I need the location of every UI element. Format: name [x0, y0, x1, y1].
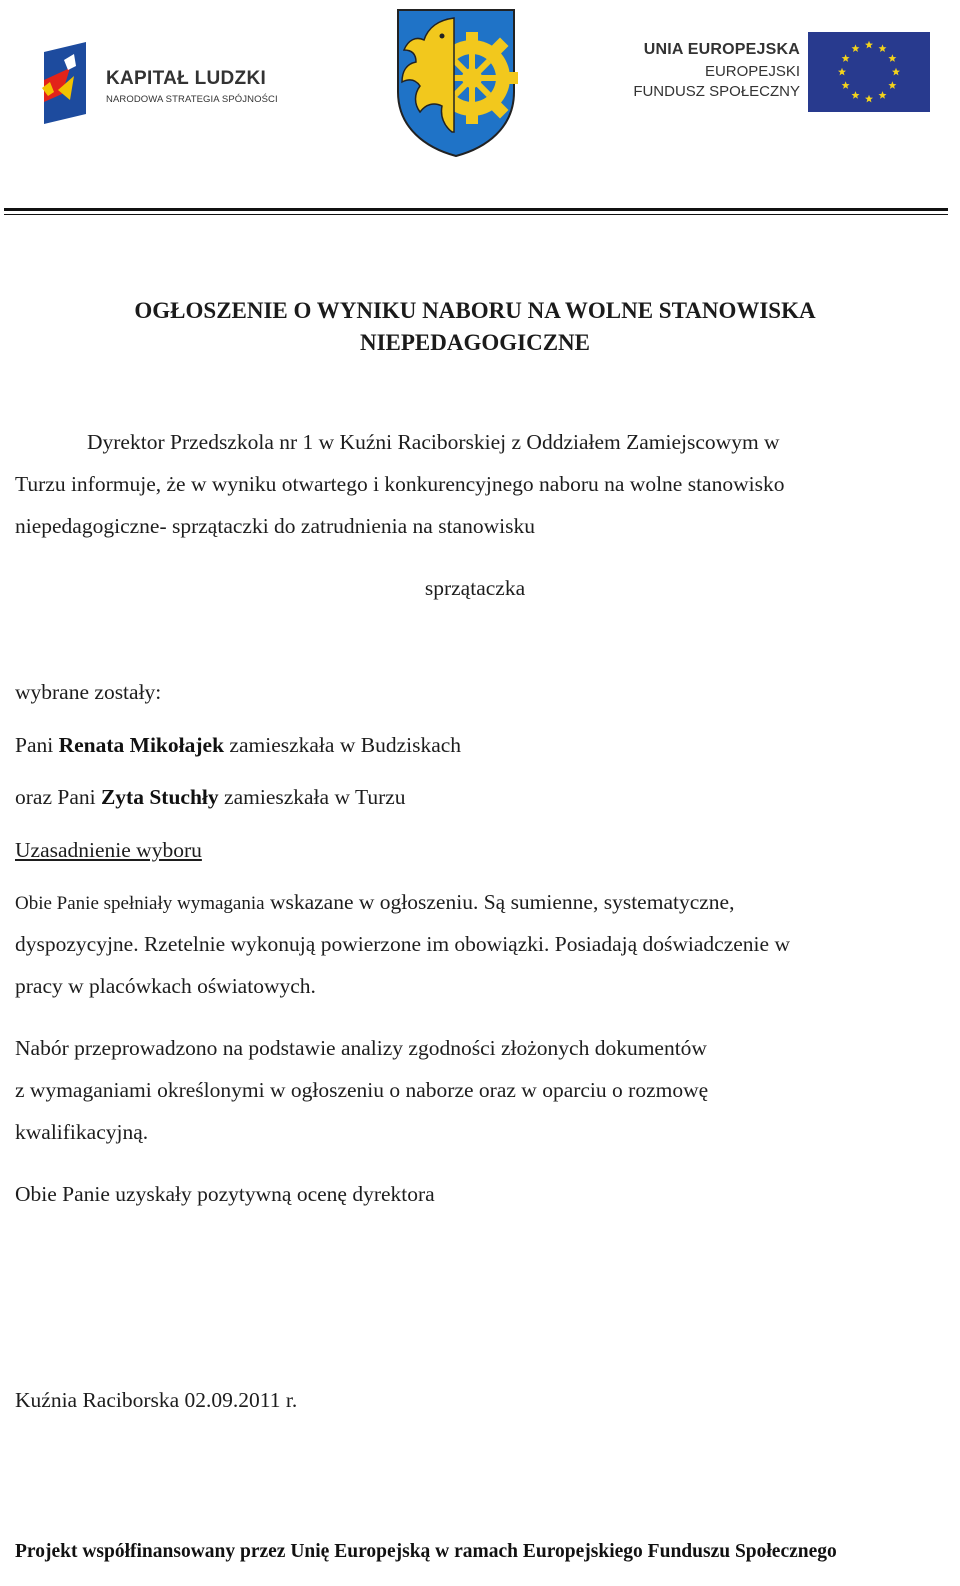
selected-label: wybrane zostały:: [15, 680, 162, 704]
justification-line1: [15, 890, 734, 915]
eu-line3: FUNDUSZ SPOŁECZNY: [633, 83, 800, 100]
person2-name: Zyta Stuchły: [100, 785, 219, 809]
kapital-ludzki-name: KAPITAŁ LUDZKI: [106, 68, 267, 89]
selected-person-1: [15, 733, 461, 758]
eu-logo: [620, 32, 930, 114]
announcement-title-line1: OGŁOSZENIE O WYNIKU NABORU NA WOLNE STANOWISKA: [134, 298, 816, 323]
kapital-ludzki-icon: [40, 42, 106, 124]
kapital-ludzki-logo: [40, 42, 290, 124]
method-line2: z wymaganiami określonymi w ogłoszeniu o naborze oraz w oparciu o rozmowę: [15, 1078, 709, 1102]
person2-suffix: zamieszkała w Turzu: [218, 785, 406, 809]
justification-line2: dyspozycyjne. Rzetelnie wykonują powierzone im obowiązki. Posiadają doświadczenie w: [15, 932, 790, 956]
person1-prefix: Pani: [15, 733, 59, 757]
intro-line3: niepedagogiczne- sprzątaczki do zatrudnienia na stanowisku: [15, 514, 535, 538]
method-line1: Nabór przeprowadzono na podstawie analizy zgodności złożonych dokumentów: [15, 1036, 707, 1060]
cofinancing-footer: Projekt współfinansowany przez Unię Europejską w ramach Europejskiego Funduszu Społecznego: [15, 1541, 837, 1562]
header-divider-thin: [4, 214, 948, 215]
person2-prefix: oraz Pani: [15, 785, 101, 809]
person1-suffix: zamieszkała w Budziskach: [224, 733, 462, 757]
kapital-ludzki-tagline: NARODOWA STRATEGIA SPÓJNOŚCI: [106, 94, 278, 105]
method-line3: kwalifikacyjną.: [15, 1120, 149, 1144]
eu-line1: UNIA EUROPEJSKA: [643, 41, 800, 58]
place-and-date: Kuźnia Raciborska 02.09.2011 r.: [15, 1388, 298, 1412]
intro-line2: Turzu informuje, że w wyniku otwartego i konkurencyjnego naboru na wolne stanowisko: [15, 472, 785, 496]
coat-of-arms-icon: [394, 6, 518, 158]
justification-heading: Uzasadnienie wyboru: [15, 838, 202, 862]
justification-line3: pracy w placówkach oświatowych.: [15, 974, 316, 998]
header-divider: [4, 208, 948, 211]
evaluation-statement: Obie Panie uzyskały pozytywną ocenę dyrektora: [15, 1182, 435, 1206]
eu-flag-icon: [808, 32, 930, 112]
announcement-title-line2: NIEPEDAGOGICZNE: [359, 330, 591, 355]
intro-line1: Dyrektor Przedszkola nr 1 w Kuźni Raciborskiej z Oddziałem Zamiejscowym w: [87, 430, 780, 454]
justification-line1-rest: wskazane w ogłoszeniu. Są sumienne, systematyczne,: [264, 890, 735, 914]
eu-line2: EUROPEJSKI: [704, 63, 800, 80]
person1-name: Renata Mikołajek: [58, 733, 225, 757]
position-name: sprzątaczka: [424, 576, 526, 600]
selected-person-2: [15, 785, 406, 810]
justification-line1-start: Obie Panie spełniały wymagania: [15, 893, 265, 914]
